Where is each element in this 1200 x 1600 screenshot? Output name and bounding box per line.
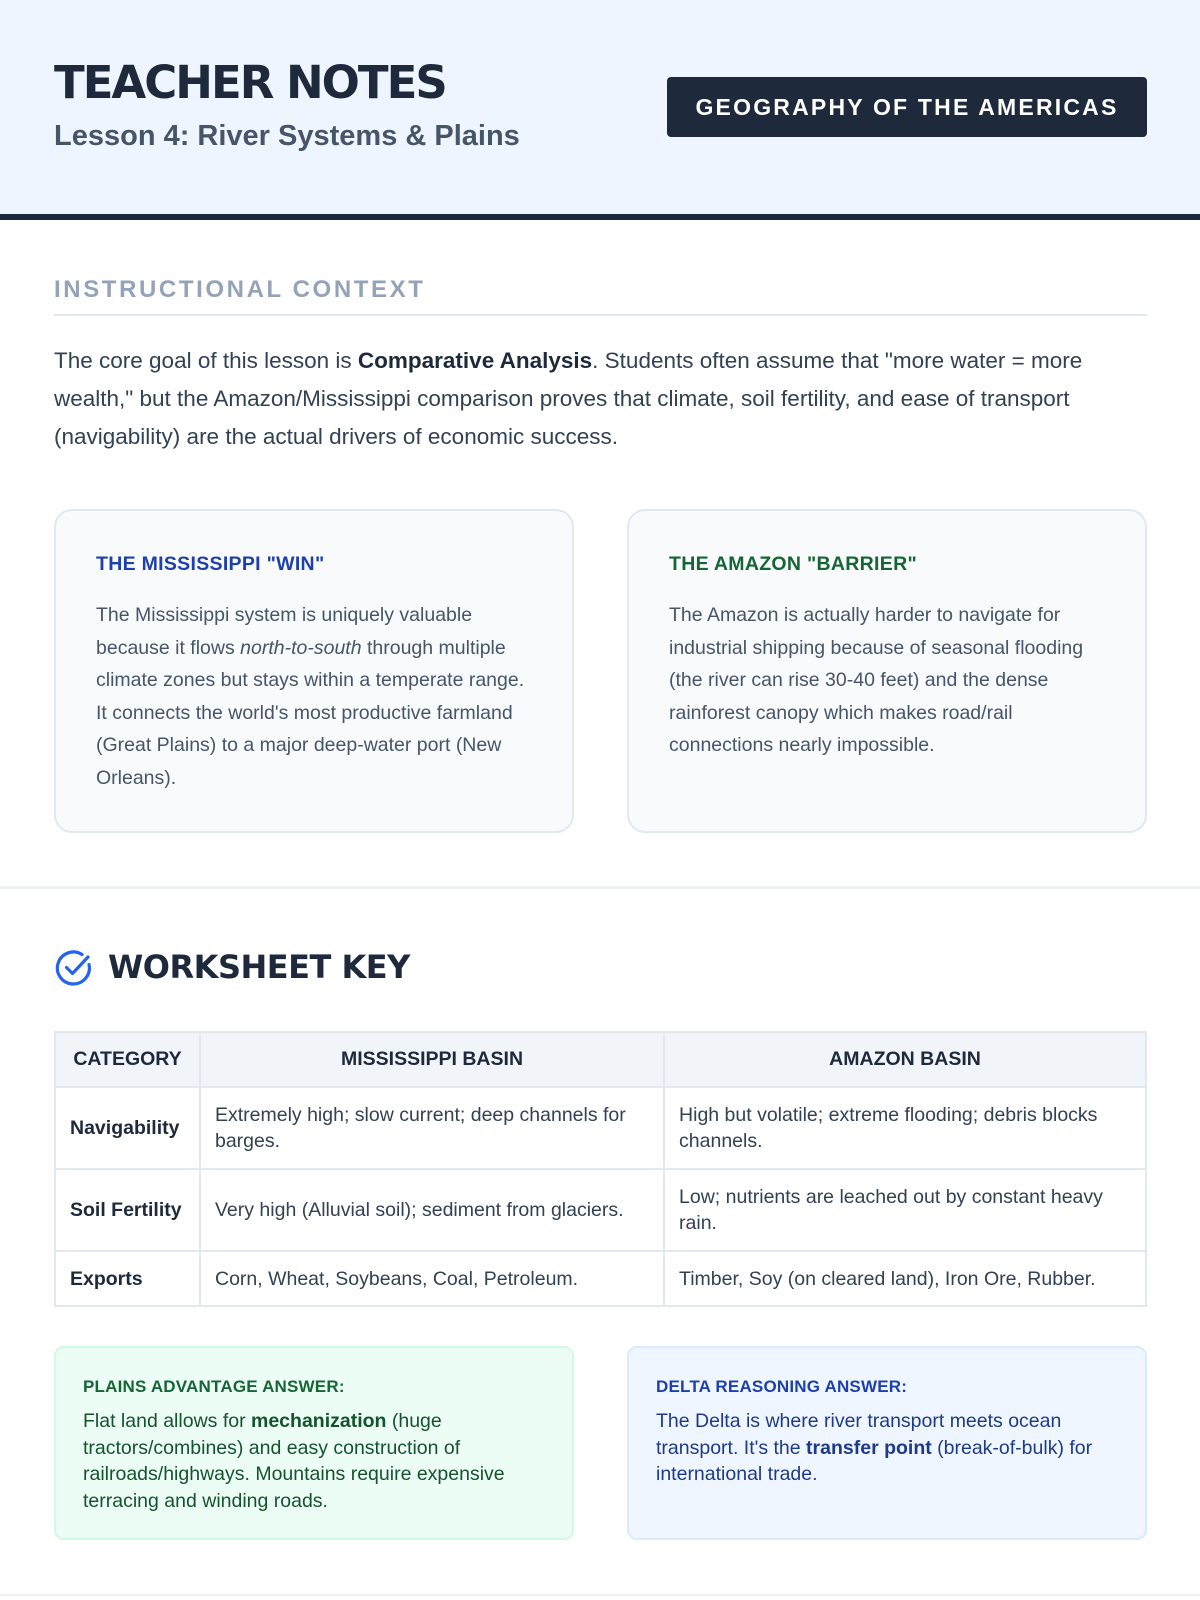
amazon-cell: Timber, Soy (on cleared land), Iron Ore, Rubber. [664, 1251, 1146, 1306]
amazon-barrier-card [627, 509, 1147, 833]
card-body: The Mississippi system is uniquely valuable because it flows north-to-south through multiple climate zones but stays within a temperate range. It connects the world's most productive farmland (Great Plains) to a major deep-water port (New Orleans). [96, 604, 525, 789]
delta-reasoning-answer [627, 1346, 1147, 1540]
answer-title: DELTA REASONING ANSWER: [656, 1377, 908, 1396]
mississippi-cell: Very high (Alluvial soil); sediment from glaciers. [200, 1169, 664, 1251]
page-header [0, 0, 1200, 220]
answer-body: Flat land allows for mechanization (huge tractors/combines) and easy construction of railroads/highways. Mountains require expensive terracing and winding roads. [83, 1410, 505, 1512]
check-circle-icon [54, 948, 94, 988]
answer-title: PLAINS ADVANTAGE ANSWER: [83, 1377, 345, 1396]
mississippi-win-card [54, 509, 574, 833]
row-category: Soil Fertility [55, 1169, 200, 1251]
column-header: AMAZON BASIN [664, 1032, 1146, 1087]
row-category: Navigability [55, 1087, 200, 1169]
answer-body: The Delta is where river transport meets ocean transport. It's the transfer point (break-of-bulk) for international trade. [656, 1410, 1093, 1485]
table-row [55, 1087, 1146, 1169]
row-category: Exports [55, 1251, 200, 1306]
amazon-cell: Low; nutrients are leached out by constant heavy rain. [664, 1169, 1146, 1251]
footer-rule [0, 1594, 1200, 1596]
worksheet-key-heading: WORKSHEET KEY [108, 948, 410, 986]
instructional-context-heading: INSTRUCTIONAL CONTEXT [54, 276, 426, 303]
course-badge: GEOGRAPHY OF THE AMERICAS [667, 77, 1147, 137]
column-header: CATEGORY [55, 1032, 200, 1087]
section-divider [0, 886, 1200, 889]
amazon-cell: High but volatile; extreme flooding; debris blocks channels. [664, 1087, 1146, 1169]
section-rule [54, 314, 1147, 316]
card-body: The Amazon is actually harder to navigate for industrial shipping because of seasonal flooding (the river can rise 30-40 feet) and the dense rainforest canopy which makes road/rail connections nearly impossible. [669, 604, 1084, 756]
table-row [55, 1169, 1146, 1251]
instructional-context-text: The core goal of this lesson is Comparative Analysis. Students often assume that "more water = more wealth," but the Amazon/Mississippi comparison proves that climate, soil fertility, and ease of transport (navigability) are the actual drivers of economic success. [54, 348, 1083, 449]
column-header: MISSISSIPPI BASIN [200, 1032, 664, 1087]
card-title: THE AMAZON "BARRIER" [669, 553, 918, 575]
plains-advantage-answer [54, 1346, 574, 1540]
table-row [55, 1251, 1146, 1306]
worksheet-key-table [54, 1031, 1147, 1307]
card-title: THE MISSISSIPPI "WIN" [96, 553, 325, 575]
lesson-subtitle: Lesson 4: River Systems & Plains [54, 120, 520, 152]
mississippi-cell: Extremely high; slow current; deep channels for barges. [200, 1087, 664, 1169]
mississippi-cell: Corn, Wheat, Soybeans, Coal, Petroleum. [200, 1251, 664, 1306]
table-header-row [55, 1032, 1146, 1087]
page-title: TEACHER NOTES [54, 56, 446, 109]
comparative-analysis-emphasis: Comparative Analysis [357, 348, 593, 373]
